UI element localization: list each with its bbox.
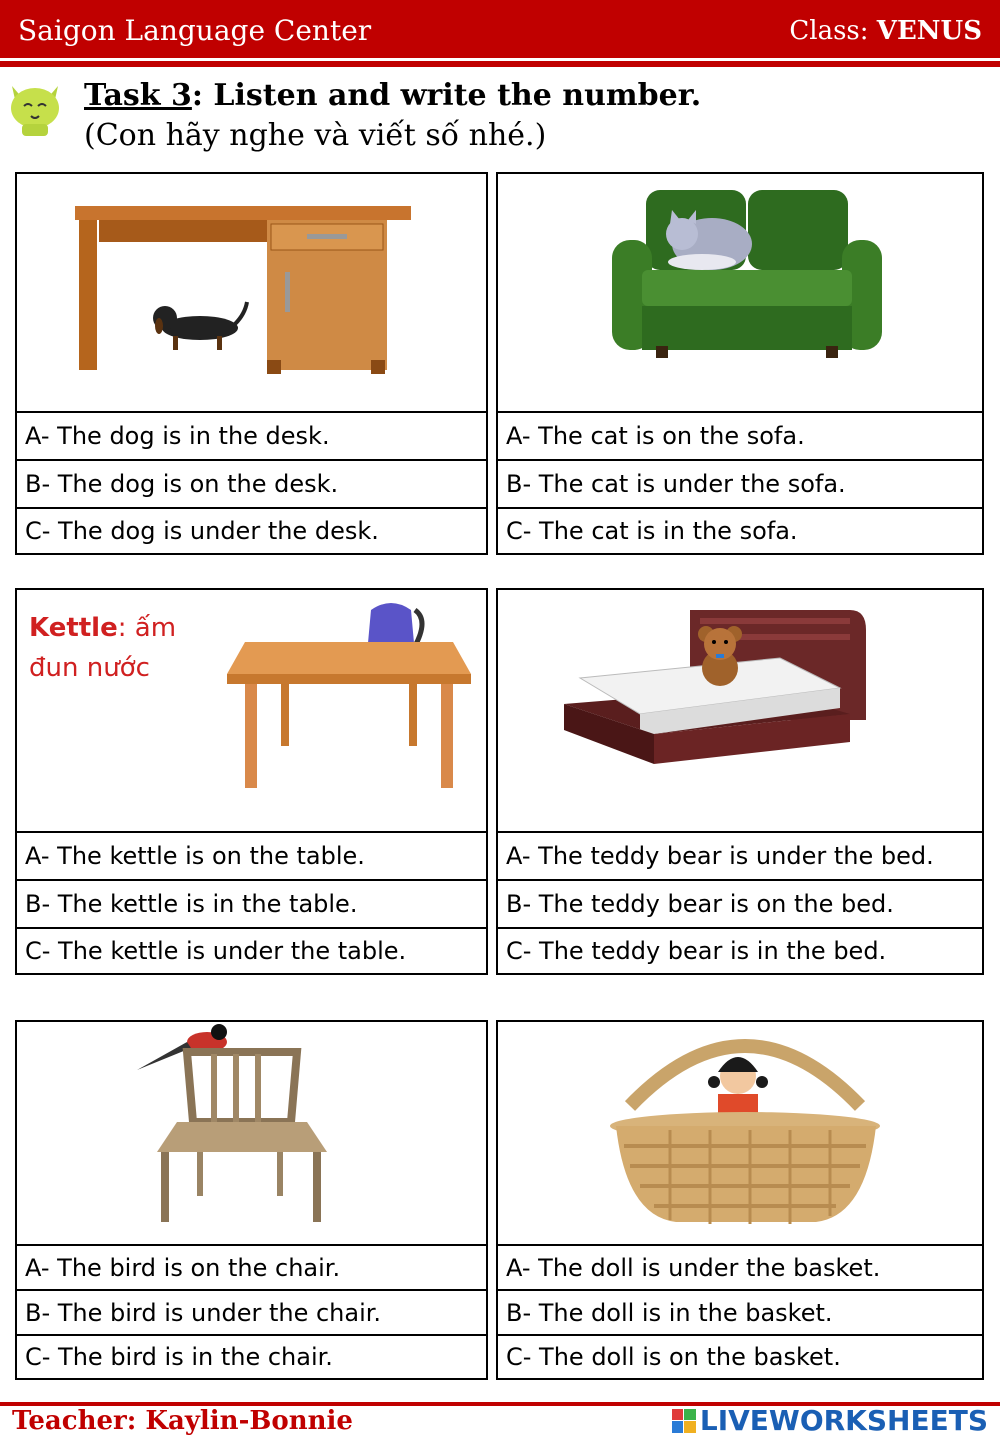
panel-bird-chair (15, 1020, 488, 1380)
panel-teddy-bed (496, 588, 984, 975)
option-a[interactable]: A- The teddy bear is under the bed. (498, 833, 982, 881)
chair-bird-image (137, 1022, 337, 1232)
option-b[interactable]: B- The teddy bear is on the bed. (498, 881, 982, 929)
image-area (17, 590, 486, 833)
option-b[interactable]: B- The dog is on the desk. (17, 461, 486, 509)
task-subtitle: (Con hãy nghe và viết số nhé.) (84, 118, 547, 153)
liveworksheets-logo (672, 1404, 988, 1437)
teacher-name: Teacher: Kaylin-Bonnie (12, 1406, 353, 1436)
center-name: Saigon Language Center (18, 14, 372, 47)
option-c[interactable]: C- The cat is in the sofa. (506, 517, 798, 545)
panel-doll-basket (496, 1020, 984, 1380)
bed-teddy-image (560, 604, 870, 804)
panel-kettle-table (15, 588, 488, 975)
liveworksheets-icon (672, 1409, 696, 1433)
option-c[interactable]: C- The bird is in the chair. (25, 1343, 333, 1371)
option-c[interactable]: C- The kettle is under the table. (25, 937, 407, 965)
option-a[interactable]: A- The cat is on the sofa. (498, 413, 982, 461)
option-c[interactable]: C- The doll is on the basket. (506, 1343, 841, 1371)
class-label: Class: VENUS (789, 16, 982, 46)
option-a[interactable]: A- The kettle is on the table. (17, 833, 486, 881)
class-name: VENUS (876, 16, 982, 46)
sofa-cat-image (612, 184, 882, 364)
option-a[interactable]: A- The dog is in the desk. (17, 413, 486, 461)
task-title: Task 3: Listen and write the number. (84, 78, 702, 113)
image-area (498, 174, 982, 413)
brand-name: LIVEWORKSHEETS (699, 1404, 988, 1437)
basket-doll-image (610, 1026, 880, 1226)
panel-dog-desk (15, 172, 488, 555)
desk-dog-image (75, 198, 415, 378)
option-b[interactable]: B- The cat is under the sofa. (498, 461, 982, 509)
option-a[interactable]: A- The doll is under the basket. (498, 1246, 982, 1291)
option-b[interactable]: B- The doll is in the basket. (498, 1291, 982, 1336)
image-area (498, 590, 982, 833)
image-area (498, 1022, 982, 1246)
option-b[interactable]: B- The bird is under the chair. (17, 1291, 486, 1336)
option-c[interactable]: C- The teddy bear is in the bed. (506, 937, 887, 965)
cat-icon (4, 76, 66, 138)
option-a[interactable]: A- The bird is on the chair. (17, 1246, 486, 1291)
option-c[interactable]: C- The dog is under the desk. (25, 517, 379, 545)
table-kettle-image (225, 590, 475, 790)
panel-cat-sofa (496, 172, 984, 555)
vocabulary-note: Kettle: ấm đun nước (29, 613, 177, 683)
option-b[interactable]: B- The kettle is in the table. (17, 881, 486, 929)
image-area (17, 1022, 486, 1246)
image-area (17, 174, 486, 413)
header-bar (0, 0, 1000, 58)
